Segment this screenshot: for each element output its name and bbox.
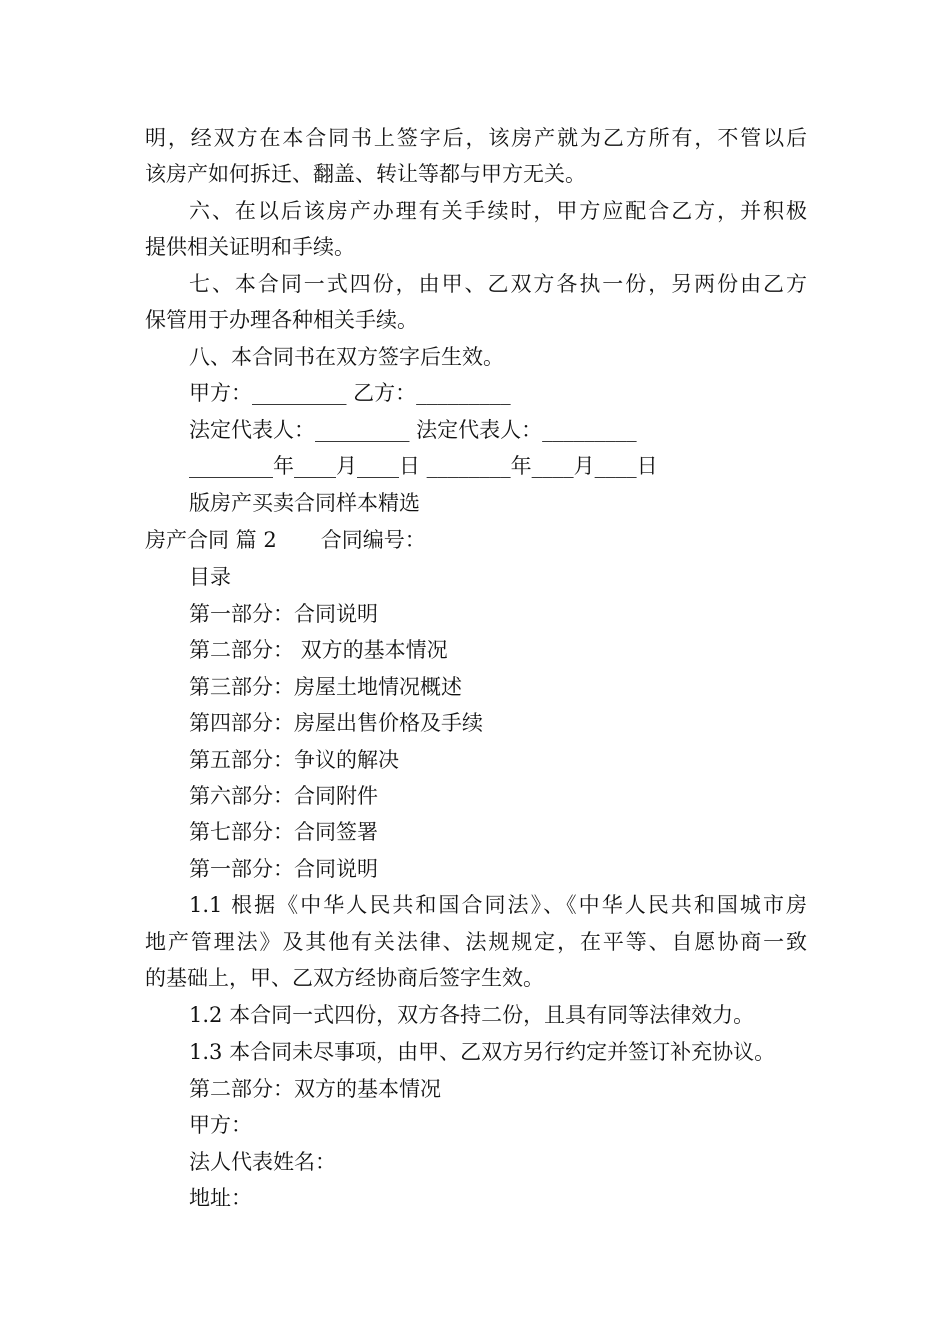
paragraph-5-line-2: 该房产如何拆迁、翻盖、转让等都与甲方无关。: [145, 162, 586, 186]
toc-item: 第二部分： 双方的基本情况: [189, 638, 448, 662]
clause-1-1-line-1: 1.1 根据《中华人民共和国合同法》、《中华人民共和国城市房: [189, 893, 807, 917]
clause-8: 八、本合同书在双方签字后生效。: [189, 345, 504, 369]
part-1-title: 第一部分：合同说明: [189, 857, 378, 881]
signature-legal-representatives: 法定代表人：_________ 法定代表人：_________: [189, 418, 637, 442]
paragraph-5-line-1: 明，经双方在本合同书上签字后，该房产就为乙方所有，不管以后: [145, 126, 807, 150]
contract-heading: [145, 522, 426, 558]
clause-7-line-1: 七、本合同一式四份，由甲、乙双方各执一份，另两份由乙方: [189, 272, 807, 296]
toc-item: 第一部分：合同说明: [189, 602, 378, 626]
toc-title: 目录: [189, 565, 231, 589]
legal-representative-name-label: 法人代表姓名：: [189, 1150, 336, 1174]
signature-dates: ________年____月____日 ________年____月____日: [189, 454, 658, 478]
clause-6-line-1: 六、在以后该房产办理有关手续时，甲方应配合乙方，并积极: [189, 199, 807, 223]
toc-item: 第七部分：合同签署: [189, 820, 378, 844]
clause-1-3: 1.3 本合同未尽事项，由甲、乙双方另行约定并签订补充协议。: [189, 1040, 776, 1064]
clause-1-1-line-2: 地产管理法》及其他有关法律、法规规定，在平等、自愿协商一致: [145, 930, 807, 954]
clause-6-line-2: 提供相关证明和手续。: [145, 235, 355, 259]
toc-item: 第六部分：合同附件: [189, 784, 378, 808]
address-label: 地址：: [189, 1186, 252, 1210]
toc-item: 第四部分：房屋出售价格及手续: [189, 711, 483, 735]
toc-item: 第三部分：房屋土地情况概述: [189, 675, 462, 699]
clause-7-line-2: 保管用于办理各种相关手续。: [145, 308, 418, 332]
clause-1-2: 1.2 本合同一式四份，双方各持二份，且具有同等法律效力。: [189, 1003, 755, 1027]
toc-item: 第五部分：争议的解决: [189, 748, 399, 772]
contract-heading-title: 房产合同 篇 2: [145, 528, 277, 552]
party-a-label: 甲方：: [189, 1113, 252, 1137]
title-note: 版房产买卖合同样本精选: [189, 491, 420, 515]
contract-number-label: 合同编号：: [320, 528, 426, 552]
part-2-title: 第二部分：双方的基本情况: [189, 1077, 441, 1101]
signature-parties: 甲方：_________ 乙方：_________: [189, 381, 511, 405]
clause-1-1-line-3: 的基础上，甲、乙双方经协商后签字生效。: [145, 966, 544, 990]
